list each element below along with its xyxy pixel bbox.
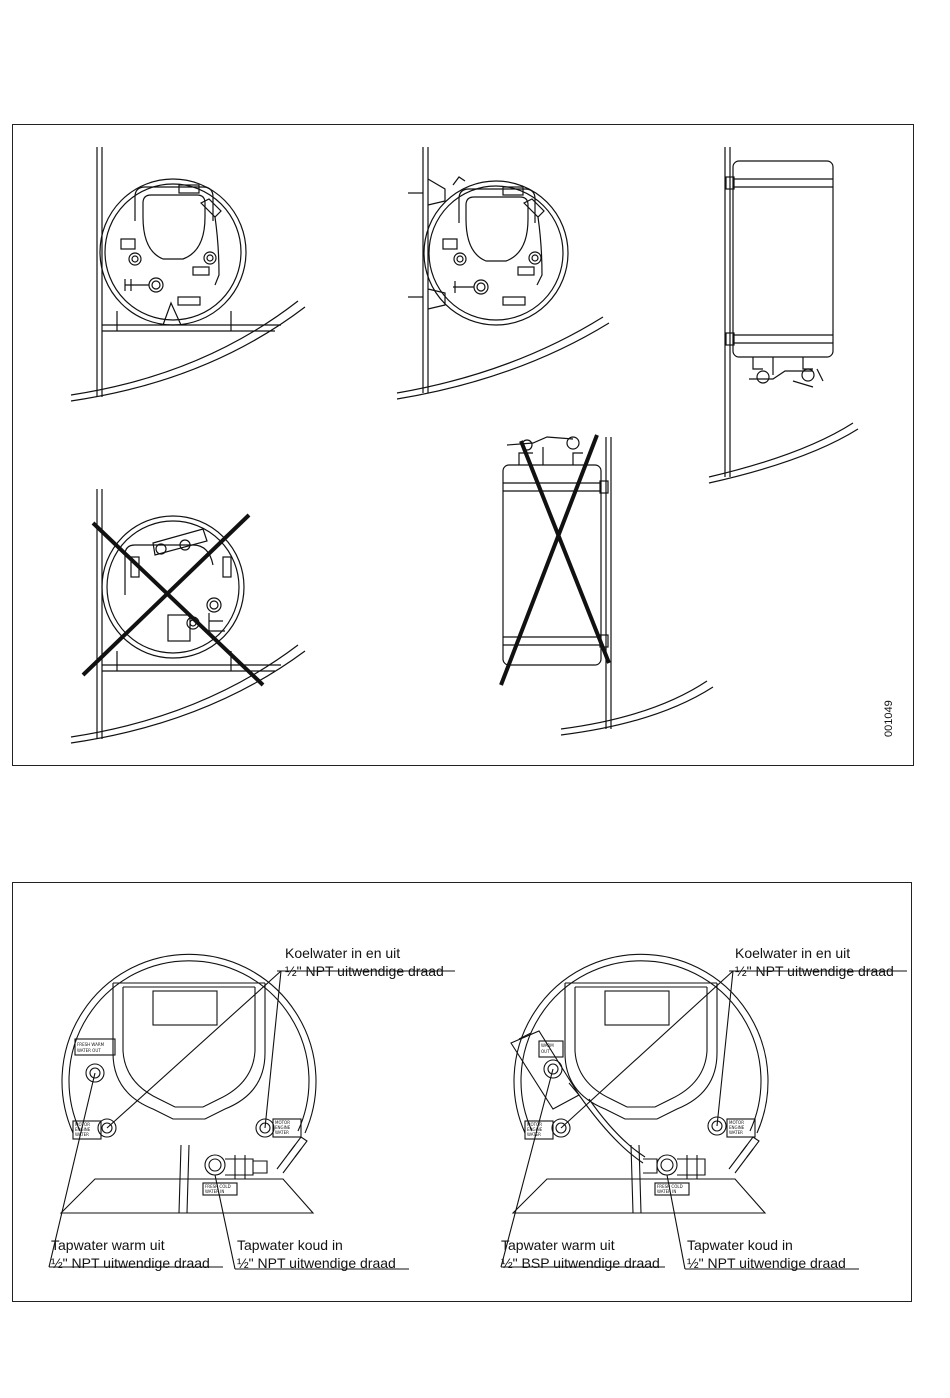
- tag-warm-out-right-2: OUT: [541, 1049, 550, 1054]
- label-right-cooling-spec: ½" NPT uitwendige draad: [735, 963, 894, 979]
- tag-motor-left-b-2: ENGINE: [275, 1125, 291, 1130]
- tag-motor-left-a-1: MOTOR: [75, 1122, 90, 1127]
- heater-left: [61, 954, 316, 1213]
- label-right-cold-title: Tapwater koud in: [687, 1237, 793, 1253]
- label-left-cold-spec: ½" NPT uitwendige draad: [237, 1255, 396, 1271]
- orientation-horizontal-floor: [71, 147, 305, 401]
- label-left-hot-title: Tapwater warm uit: [51, 1237, 165, 1253]
- tag-motor-right-b-2: ENGINE: [729, 1125, 745, 1130]
- label-right-hot-spec: ½" BSP uitwendige draad: [501, 1255, 660, 1271]
- orientation-rotated-not-allowed: [71, 489, 305, 743]
- leaders-right: [501, 971, 907, 1269]
- tag-fresh-cold-left-1: FRESH COLD: [205, 1184, 231, 1189]
- tag-motor-right-b-1: MOTOR: [729, 1120, 744, 1125]
- orientation-vertical-up-not-allowed: [501, 435, 713, 735]
- label-left-cooling-spec: ½" NPT uitwendige draad: [285, 963, 444, 979]
- tag-motor-left-b-3: WATER: [275, 1130, 289, 1135]
- label-right-cold-spec: ½" NPT uitwendige draad: [687, 1255, 846, 1271]
- tag-motor-right-a-3: WATER: [527, 1132, 541, 1137]
- tag-fresh-cold-left-2: WATER IN: [205, 1189, 225, 1194]
- orientation-vertical-down: [709, 147, 858, 483]
- tag-fresh-cold-right-2: WATER IN: [657, 1189, 677, 1194]
- mounting-orientations-drawing: [13, 125, 915, 767]
- label-left-hot-spec: ½" NPT uitwendige draad: [51, 1255, 210, 1271]
- tag-motor-right-a-2: ENGINE: [527, 1127, 543, 1132]
- tag-fresh-cold-right-1: FRESH COLD: [657, 1184, 683, 1189]
- connections-panel: [12, 882, 912, 1302]
- tag-motor-right-b-3: WATER: [729, 1130, 743, 1135]
- tag-motor-left-b-1: MOTOR: [275, 1120, 290, 1125]
- mounting-orientations-panel: [12, 124, 914, 766]
- tag-motor-left-a-3: WATER: [75, 1132, 89, 1137]
- label-left-cold-title: Tapwater koud in: [237, 1237, 343, 1253]
- label-right-cooling-title: Koelwater in en uit: [735, 945, 851, 961]
- tag-motor-left-a-2: ENGINE: [75, 1127, 91, 1132]
- figure-id: 001049: [883, 700, 895, 737]
- tag-fresh-warm-left-2: WATER OUT: [77, 1048, 101, 1053]
- tag-fresh-warm-left-1: FRESH WARM: [77, 1042, 105, 1047]
- label-left-cooling-title: Koelwater in en uit: [285, 945, 401, 961]
- tag-warm-out-right-1: WARM: [541, 1043, 554, 1048]
- tag-motor-right-a-1: MOTOR: [527, 1122, 542, 1127]
- orientation-horizontal-wall: [397, 147, 609, 399]
- label-right-hot-title: Tapwater warm uit: [501, 1237, 615, 1253]
